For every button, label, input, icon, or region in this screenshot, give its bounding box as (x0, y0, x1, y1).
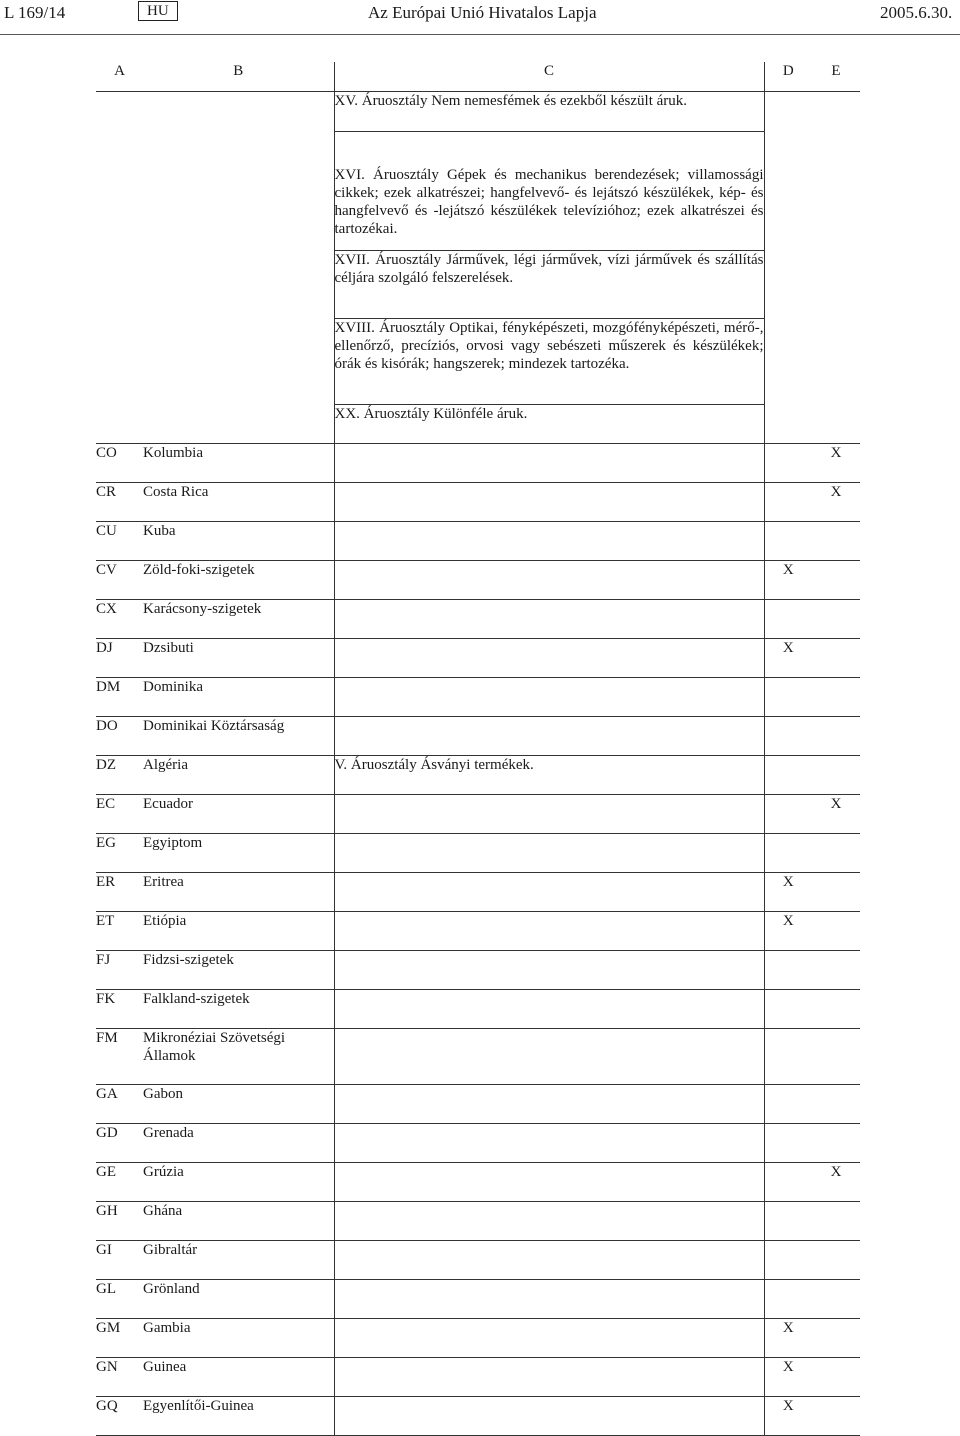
section-text: XVIII. Áruosztály Optikai, fényképészeti, mozgófényképészeti, mérő-, ellenőrző, precíziós, orvosi vagy sebészeti műszerek és készülékek; órák és kisórák; hangszerek; mindezek tartozéka. (334, 319, 764, 405)
mark-column-e (812, 1358, 860, 1397)
column-header-c: C (334, 62, 764, 92)
mark-column-e (812, 717, 860, 756)
mark-column-e: X (812, 795, 860, 834)
column-header-row (96, 62, 860, 92)
country-name: Karácsony-szigetek (143, 600, 334, 639)
section-note: V. Áruosztály Ásványi termékek. (334, 756, 764, 795)
mark-column-d (764, 834, 812, 873)
mark-column-d (764, 1241, 812, 1280)
section-note (334, 444, 764, 483)
mark-column-e (812, 678, 860, 717)
country-code: FM (96, 1029, 143, 1085)
country-code: CR (96, 483, 143, 522)
country-name: Egyiptom (143, 834, 334, 873)
mark-column-d (764, 990, 812, 1029)
table-row (96, 795, 860, 834)
section-note (334, 1319, 764, 1358)
table-row (96, 639, 860, 678)
section-note (334, 990, 764, 1029)
section-note (334, 1358, 764, 1397)
section-note (334, 1029, 764, 1085)
country-code: GM (96, 1319, 143, 1358)
country-name: Ecuador (143, 795, 334, 834)
country-code: FJ (96, 951, 143, 990)
section-note (334, 483, 764, 522)
table-row (96, 834, 860, 873)
table-row (96, 756, 860, 795)
section-row (96, 319, 860, 405)
country-code: FK (96, 990, 143, 1029)
mark-column-e (812, 951, 860, 990)
mark-column-d (764, 483, 812, 522)
mark-column-d: X (764, 873, 812, 912)
country-code: GD (96, 1124, 143, 1163)
country-name: Grönland (143, 1280, 334, 1319)
country-code: GA (96, 1085, 143, 1124)
table-row (96, 1029, 860, 1085)
country-code: CO (96, 444, 143, 483)
country-code: GN (96, 1358, 143, 1397)
country-name: Dzsibuti (143, 639, 334, 678)
section-note (334, 717, 764, 756)
table-row (96, 1085, 860, 1124)
section-text: XVII. Áruosztály Járművek, légi járművek, vízi járművek és szállítás céljára szolgáló felszerelések. (334, 251, 764, 319)
section-row (96, 251, 860, 319)
country-name: Dominika (143, 678, 334, 717)
country-name: Grúzia (143, 1163, 334, 1202)
country-name: Eritrea (143, 873, 334, 912)
section-row (96, 92, 860, 132)
mark-column-e (812, 1029, 860, 1085)
mark-column-e (812, 522, 860, 561)
country-name: Guinea (143, 1358, 334, 1397)
table-row (96, 717, 860, 756)
mark-column-d (764, 444, 812, 483)
section-note (334, 1202, 764, 1241)
table-body (96, 62, 860, 1436)
mark-column-e (812, 1241, 860, 1280)
section-note (334, 1280, 764, 1319)
table-row (96, 1241, 860, 1280)
mark-column-e (812, 912, 860, 951)
table-row (96, 1124, 860, 1163)
table-row (96, 1280, 860, 1319)
mark-column-e (812, 990, 860, 1029)
country-code: GE (96, 1163, 143, 1202)
country-name: Falkland-szigetek (143, 990, 334, 1029)
country-code: GH (96, 1202, 143, 1241)
table-row (96, 873, 860, 912)
publication-date: 2005.6.30. (880, 3, 953, 22)
country-name: Gabon (143, 1085, 334, 1124)
mark-column-e: X (812, 1163, 860, 1202)
mark-column-e (812, 1319, 860, 1358)
table-row (96, 1163, 860, 1202)
section-note (334, 1085, 764, 1124)
section-note (334, 912, 764, 951)
table-row (96, 561, 860, 600)
mark-column-d (764, 1029, 812, 1085)
section-row (96, 132, 860, 251)
country-code: GQ (96, 1397, 143, 1436)
table-row (96, 600, 860, 639)
mark-column-e (812, 1085, 860, 1124)
country-name: Zöld-foki-szigetek (143, 561, 334, 600)
mark-column-d (764, 1202, 812, 1241)
mark-column-d (764, 951, 812, 990)
section-note (334, 834, 764, 873)
mark-column-e (812, 834, 860, 873)
page-reference: L 169/14 (4, 3, 66, 22)
country-name: Kolumbia (143, 444, 334, 483)
table-row (96, 1202, 860, 1241)
section-note (334, 1163, 764, 1202)
mark-column-e: X (812, 444, 860, 483)
section-note (334, 600, 764, 639)
section-note (334, 1241, 764, 1280)
country-name: Gambia (143, 1319, 334, 1358)
mark-column-e (812, 600, 860, 639)
country-name: Ghána (143, 1202, 334, 1241)
mark-column-d: X (764, 912, 812, 951)
mark-column-d (764, 1124, 812, 1163)
country-code: EG (96, 834, 143, 873)
country-name: Etiópia (143, 912, 334, 951)
section-note (334, 1124, 764, 1163)
mark-column-d: X (764, 1319, 812, 1358)
country-code: CV (96, 561, 143, 600)
section-note (334, 873, 764, 912)
language-code-box: HU (138, 1, 178, 21)
section-note (334, 795, 764, 834)
country-code: GL (96, 1280, 143, 1319)
mark-column-d: X (764, 561, 812, 600)
mark-column-d: X (764, 639, 812, 678)
country-code: DZ (96, 756, 143, 795)
table-row (96, 1358, 860, 1397)
section-note (334, 951, 764, 990)
country-name: Costa Rica (143, 483, 334, 522)
country-name: Dominikai Köztársaság (143, 717, 334, 756)
table-row (96, 678, 860, 717)
mark-column-d (764, 678, 812, 717)
table-row (96, 1319, 860, 1358)
table-row (96, 912, 860, 951)
mark-column-e (812, 873, 860, 912)
country-name: Grenada (143, 1124, 334, 1163)
mark-column-e (812, 1202, 860, 1241)
mark-column-e (812, 1124, 860, 1163)
mark-column-e (812, 639, 860, 678)
mark-column-e: X (812, 483, 860, 522)
country-code: CU (96, 522, 143, 561)
mark-column-d (764, 522, 812, 561)
mark-column-d (764, 1163, 812, 1202)
mark-column-e (812, 1280, 860, 1319)
mark-column-d (764, 600, 812, 639)
mark-column-e (812, 756, 860, 795)
country-name: Fidzsi-szigetek (143, 951, 334, 990)
country-code: GI (96, 1241, 143, 1280)
section-note (334, 561, 764, 600)
section-note (334, 1397, 764, 1436)
column-header-d: D (764, 62, 812, 92)
section-note (334, 678, 764, 717)
country-code: EC (96, 795, 143, 834)
table-row (96, 990, 860, 1029)
country-code: CX (96, 600, 143, 639)
mark-column-d: X (764, 1358, 812, 1397)
country-name: Mikronéziai Szövetségi Államok (143, 1029, 334, 1085)
section-row (96, 405, 860, 444)
country-code: DJ (96, 639, 143, 678)
table-row (96, 951, 860, 990)
mark-column-d (764, 795, 812, 834)
mark-column-d (764, 1280, 812, 1319)
page-header (0, 0, 960, 35)
country-name: Gibraltár (143, 1241, 334, 1280)
country-name: Algéria (143, 756, 334, 795)
mark-column-e (812, 1397, 860, 1436)
country-name: Egyenlítői-Guinea (143, 1397, 334, 1436)
column-header-b: B (143, 62, 334, 92)
mark-column-e (812, 561, 860, 600)
section-note (334, 522, 764, 561)
table-row (96, 522, 860, 561)
country-code: DO (96, 717, 143, 756)
column-header-e: E (812, 62, 860, 92)
section-text: XX. Áruosztály Különféle áruk. (334, 405, 764, 444)
mark-column-d (764, 756, 812, 795)
country-code: ET (96, 912, 143, 951)
mark-column-d (764, 1085, 812, 1124)
table-row (96, 483, 860, 522)
country-name: Kuba (143, 522, 334, 561)
table-row (96, 1397, 860, 1436)
mark-column-d: X (764, 1397, 812, 1436)
section-text: XV. Áruosztály Nem nemesfémek és ezekből készült áruk. (334, 92, 764, 132)
table-row (96, 444, 860, 483)
country-code: ER (96, 873, 143, 912)
section-note (334, 639, 764, 678)
country-code: DM (96, 678, 143, 717)
journal-title: Az Európai Unió Hivatalos Lapja (368, 3, 597, 22)
column-header-a: A (96, 62, 143, 92)
country-section-table (96, 62, 860, 1436)
mark-column-d (764, 717, 812, 756)
section-text: XVI. Áruosztály Gépek és mechanikus berendezések; villamossági cikkek; ezek alkatrészei; hangfelvevő- és lejátszó készülékek, kép- és hangfelvevő és -lejátszó készülékek televízióhoz; ezek alkatrészei és tartozékai. (334, 132, 764, 251)
